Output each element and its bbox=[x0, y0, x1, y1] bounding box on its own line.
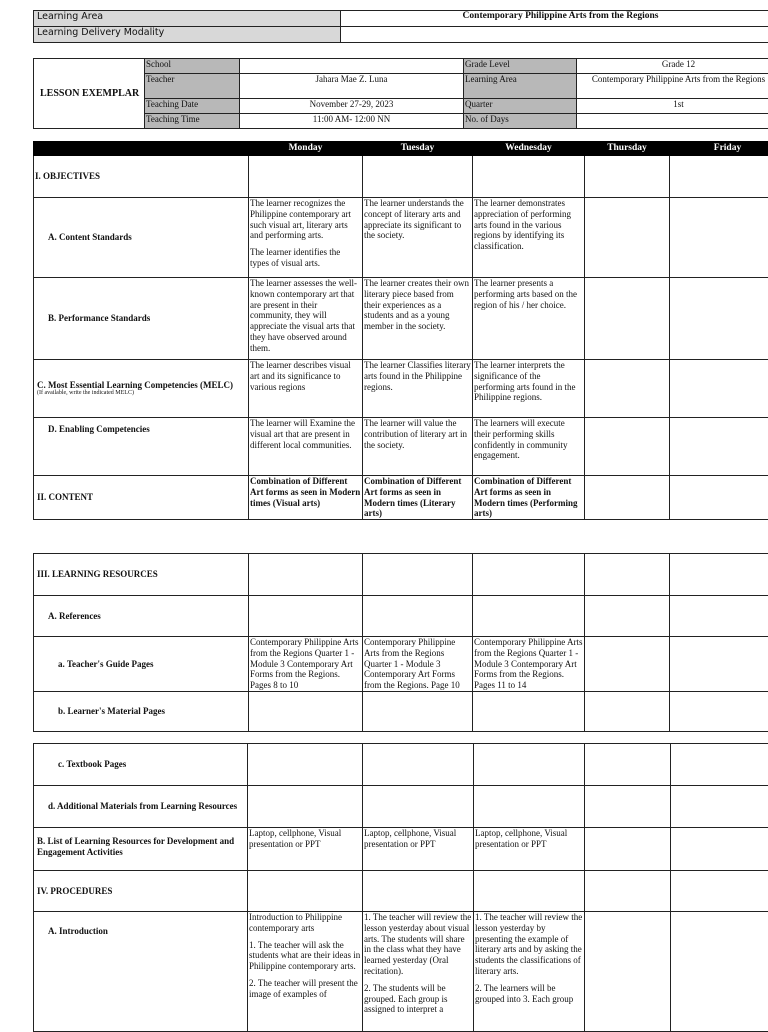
quarter-label: Quarter bbox=[464, 99, 577, 114]
procedures-heading: IV. PROCEDURES bbox=[34, 871, 248, 912]
list-resources-monday: Laptop, cellphone, Visual presentation or PPT bbox=[248, 828, 363, 871]
learners-material-label: b. Learner's Material Pages bbox=[34, 691, 249, 731]
learning-area-value: Contemporary Philippine Arts from the Regions bbox=[341, 11, 768, 27]
teachers-guide-tuesday: Contemporary Philippine Arts from the Regions Quarter 1 - Module 3 Contemporary Art Forms from the Regions. Page 10 bbox=[363, 637, 473, 692]
content-heading: II. CONTENT bbox=[34, 476, 249, 520]
introduction-monday-p1: Introduction to Philippine contemporary arts bbox=[249, 912, 361, 934]
school-value bbox=[240, 59, 464, 74]
date-label: Teaching Date bbox=[145, 99, 240, 114]
grade-value: Grade 12 bbox=[577, 59, 768, 74]
lesson-info-table bbox=[33, 58, 768, 129]
introduction-wednesday bbox=[474, 912, 585, 1032]
enabling-tuesday: The learner will value the contribution of literary art in the society. bbox=[363, 418, 473, 476]
introduction-monday bbox=[248, 912, 363, 1032]
melc-wednesday: The learner interprets the significance of the performing arts found in the Philippine regions. bbox=[473, 360, 585, 418]
melc-tuesday: The learner Classifies literary arts found in the Philippine regions. bbox=[363, 360, 473, 418]
content-standards-label: A. Content Standards bbox=[34, 198, 249, 278]
enabling-competencies-label: D. Enabling Competencies bbox=[34, 418, 249, 476]
day-header-friday: Friday bbox=[670, 142, 768, 156]
introduction-label: A. Introduction bbox=[34, 912, 248, 1032]
list-resources-tuesday: Laptop, cellphone, Visual presentation or PPT bbox=[363, 828, 474, 871]
learning-area-label: Learning Area bbox=[34, 11, 341, 27]
introduction-tuesday-p2: 2. The students will be grouped. Each group is assigned to interpret a bbox=[364, 983, 472, 1015]
area-value: Contemporary Philippine Arts from the Regions bbox=[577, 74, 768, 99]
date-value: November 27-29, 2023 bbox=[240, 99, 464, 114]
list-resources-wednesday: Laptop, cellphone, Visual presentation or PPT bbox=[474, 828, 585, 871]
introduction-wednesday-p1: 1. The teacher will review the lesson yesterday by presenting the example of literary arts and by asking the students the classifications of literary arts. bbox=[475, 912, 583, 977]
school-label: School bbox=[145, 59, 240, 74]
teachers-guide-wednesday: Contemporary Philippine Arts from the Regions Quarter 1 - Module 3 Contemporary Art Forms from the Regions. Pages 11 to 14 bbox=[473, 637, 585, 692]
introduction-tuesday-p1: 1. The teacher will review the lesson yesterday about visual arts. The students will share in the class what they have learned yesterday (Oral recitation). bbox=[364, 912, 472, 977]
melc-title: C. Most Essential Learning Competencies (MELC) bbox=[37, 380, 233, 390]
content-tuesday: Combination of Different Art forms as seen in Modern times (Literary arts) bbox=[363, 476, 473, 520]
content-monday: Combination of Different Art forms as seen in Modern times (Visual arts) bbox=[249, 476, 363, 520]
references-label: A. References bbox=[34, 596, 249, 637]
content-standards-tuesday: The learner understands the concept of literary arts and appreciate its significant to the society. bbox=[363, 198, 473, 278]
performance-standards-tuesday: The learner creates their own literary piece based from their experiences as a students and as a young member in the society. bbox=[363, 278, 473, 360]
day-header-tuesday: Tuesday bbox=[363, 142, 473, 156]
performance-standards-label: B. Performance Standards bbox=[34, 278, 249, 360]
day-header-wednesday: Wednesday bbox=[473, 142, 585, 156]
introduction-monday-p2: 1. The teacher will ask the students what are their ideas in Philippine contemporary arts. bbox=[249, 940, 361, 972]
resources-table bbox=[33, 553, 768, 732]
day-header-monday: Monday bbox=[249, 142, 363, 156]
introduction-tuesday bbox=[363, 912, 474, 1032]
textbook-pages-label: c. Textbook Pages bbox=[34, 744, 248, 786]
melc-note: (If available, write the indicated MELC) bbox=[37, 390, 247, 397]
content-standards-monday-p2: The learner identifies the types of visual arts. bbox=[250, 247, 361, 269]
content-standards-monday-p1: The learner recognizes the Philippine contemporary art such visual art, literary arts and performing arts. bbox=[250, 198, 361, 241]
procedures-table bbox=[33, 743, 768, 1032]
objectives-heading: I. OBJECTIVES bbox=[34, 156, 249, 198]
content-standards-monday bbox=[249, 198, 363, 278]
area-label: Learning Area bbox=[464, 74, 577, 99]
learning-resources-heading: III. LEARNING RESOURCES bbox=[34, 554, 249, 596]
quarter-value: 1st bbox=[577, 99, 768, 114]
days-value bbox=[577, 114, 768, 129]
day-header-thursday: Thursday bbox=[585, 142, 670, 156]
enabling-monday: The learner will Examine the visual art that are present in different local communities. bbox=[249, 418, 363, 476]
corner-header bbox=[34, 142, 249, 156]
introduction-monday-p3: 2. The teacher will present the image of examples of bbox=[249, 978, 361, 1000]
teachers-guide-monday: Contemporary Philippine Arts from the Regions Quarter 1 - Module 3 Contemporary Art Forms from the Regions. Pages 8 to 10 bbox=[249, 637, 363, 692]
teachers-guide-label: a. Teacher's Guide Pages bbox=[34, 637, 249, 692]
performance-standards-monday: The learner assesses the well-known contemporary art that are present in their community, they will appreciate the visual arts that they have observed around them. bbox=[249, 278, 363, 360]
header-table bbox=[33, 10, 768, 43]
additional-materials-label: d. Additional Materials from Learning Resources bbox=[34, 786, 248, 828]
melc-monday: The learner describes visual art and its significance to various regions bbox=[249, 360, 363, 418]
time-label: Teaching Time bbox=[145, 114, 240, 129]
teacher-label: Teacher bbox=[145, 74, 240, 99]
modality-value bbox=[341, 27, 768, 43]
content-standards-wednesday: The learner demonstrates appreciation of performing arts found in the various regions by identifying its classification. bbox=[473, 198, 585, 278]
performance-standards-wednesday: The learner presents a performing arts based on the region of his / her choice. bbox=[473, 278, 585, 360]
modality-label: Learning Delivery Modality bbox=[34, 27, 341, 43]
content-wednesday: Combination of Different Art forms as seen in Modern times (Performing arts) bbox=[473, 476, 585, 520]
time-value: 11:00 AM- 12:00 NN bbox=[240, 114, 464, 129]
melc-label bbox=[34, 360, 249, 418]
days-label: No. of Days bbox=[464, 114, 577, 129]
list-resources-label: B. List of Learning Resources for Development and Engagement Activities bbox=[34, 828, 248, 871]
teacher-value: Jahara Mae Z. Luna bbox=[240, 74, 464, 99]
grade-label: Grade Level bbox=[464, 59, 577, 74]
enabling-wednesday: The learners will execute their performing skills confidently in community engagement. bbox=[473, 418, 585, 476]
introduction-wednesday-p2: 2. The learners will be grouped into 3. Each group bbox=[475, 983, 583, 1005]
objectives-table bbox=[33, 141, 768, 520]
lesson-exemplar-title: LESSON EXEMPLAR bbox=[34, 59, 145, 129]
